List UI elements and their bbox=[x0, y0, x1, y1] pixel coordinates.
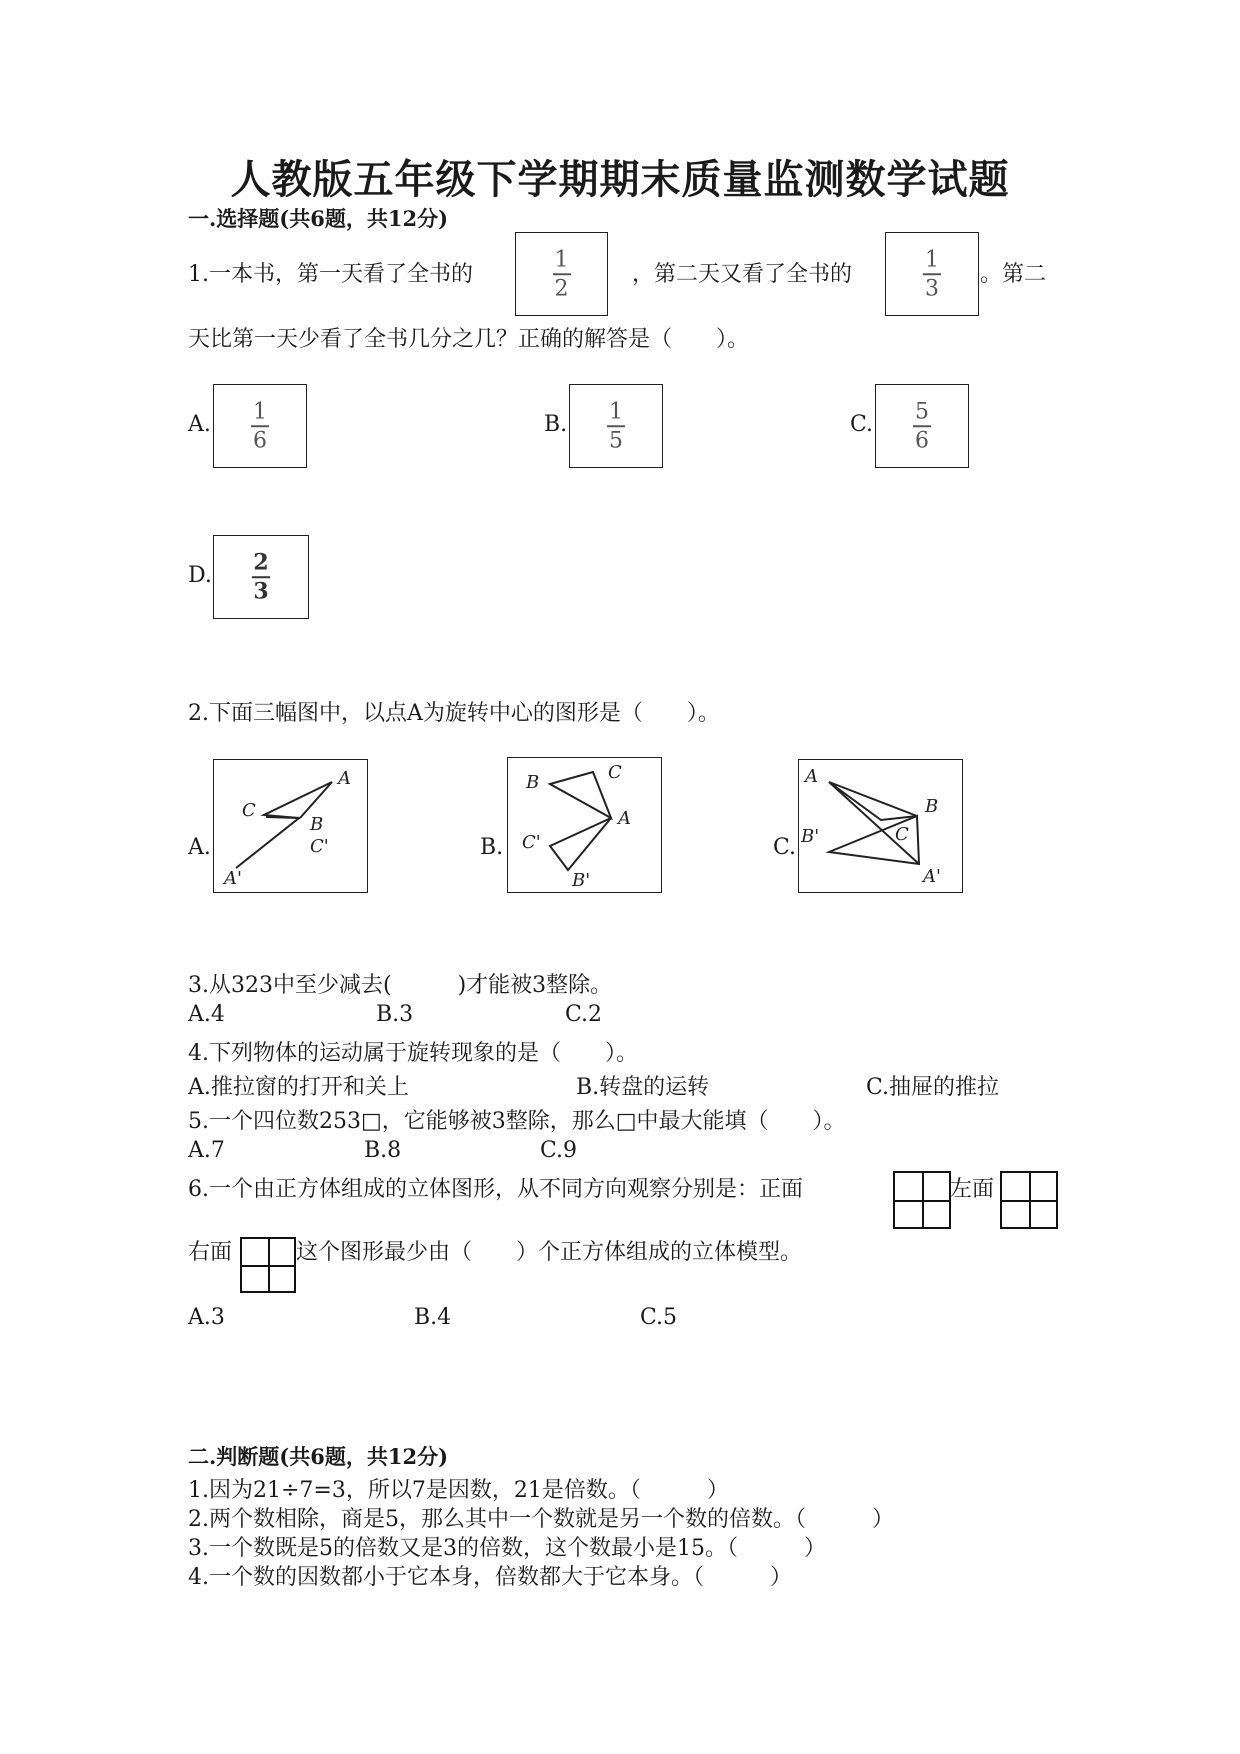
q1-option-d-fraction[interactable]: 2 3 bbox=[213, 535, 309, 619]
q6-option-b[interactable]: B.4 bbox=[414, 1305, 452, 1330]
q5-option-b[interactable]: B.8 bbox=[364, 1138, 402, 1163]
q2-option-c-label[interactable]: C. bbox=[773, 835, 797, 860]
q2a-point-c-prime: C' bbox=[310, 836, 329, 857]
q1-option-c-label[interactable]: C. bbox=[850, 412, 874, 437]
q6-option-c[interactable]: C.5 bbox=[640, 1305, 678, 1330]
q1-text-part1: 1.一本书，第一天看了全书的 bbox=[188, 262, 473, 287]
judgment-item-4: 4.一个数的因数都小于它本身，倍数都大于它本身。（ ） bbox=[188, 1565, 792, 1590]
q2-text: 2.下面三幅图中，以点A为旋转中心的图形是（ ）。 bbox=[188, 701, 720, 726]
q2-option-b-figure[interactable] bbox=[507, 757, 662, 893]
q4-option-a[interactable]: A.推拉窗的打开和关上 bbox=[188, 1075, 409, 1100]
q2c-point-c: C bbox=[895, 824, 909, 845]
q1-fraction-1-3: 1 3 bbox=[885, 232, 979, 316]
q2a-point-c: C bbox=[242, 800, 256, 821]
q2a-point-a-prime: A' bbox=[224, 868, 242, 889]
q4-option-c[interactable]: C.抽屉的推拉 bbox=[866, 1075, 1000, 1100]
q1-fraction-1-2: 1 2 bbox=[515, 232, 608, 316]
q1-option-b-fraction[interactable]: 1 5 bbox=[569, 384, 663, 468]
q2-option-c-figure[interactable] bbox=[798, 759, 963, 893]
q3-text: 3.从323中至少减去( )才能被3整除。 bbox=[188, 973, 613, 998]
q2a-point-b: B bbox=[310, 814, 324, 835]
q4-option-b[interactable]: B.转盘的运转 bbox=[576, 1075, 710, 1100]
q2a-point-a: A bbox=[338, 768, 351, 789]
q4-text: 4.下列物体的运动属于旋转现象的是（ ）。 bbox=[188, 1041, 638, 1066]
q2b-point-b-prime: B' bbox=[572, 870, 591, 891]
q6-left-view-icon bbox=[1000, 1171, 1058, 1229]
judgment-item-2: 2.两个数相除，商是5，那么其中一个数就是另一个数的倍数。（ ） bbox=[188, 1507, 894, 1532]
q5-text: 5.一个四位数253□，它能够被3整除，那么□中最大能填（ ）。 bbox=[188, 1109, 846, 1134]
q2c-point-a-prime: A' bbox=[923, 866, 941, 887]
q2-option-b-label[interactable]: B. bbox=[480, 835, 504, 860]
q1-option-a-label[interactable]: A. bbox=[188, 412, 211, 437]
judgment-item-3: 3.一个数既是5的倍数又是3的倍数，这个数最小是15。（ ） bbox=[188, 1536, 826, 1561]
q2b-point-a: A bbox=[618, 808, 631, 829]
q2-option-a-label[interactable]: A. bbox=[188, 835, 211, 860]
q1-text-part3: 。第二 bbox=[980, 262, 1047, 287]
section-heading-judgment: 二.判断题(共6题，共12分) bbox=[188, 1444, 449, 1469]
q3-option-b[interactable]: B.3 bbox=[376, 1002, 414, 1027]
q2b-point-c: C bbox=[608, 762, 622, 783]
q6-text-part3: 右面 bbox=[188, 1240, 233, 1265]
q1-option-c-fraction[interactable]: 5 6 bbox=[875, 384, 969, 468]
q1-option-b-label[interactable]: B. bbox=[544, 412, 568, 437]
q2b-point-b: B bbox=[526, 772, 540, 793]
q6-front-view-icon bbox=[893, 1171, 951, 1229]
q3-option-c[interactable]: C.2 bbox=[565, 1002, 603, 1027]
q1-option-a-fraction[interactable]: 1 6 bbox=[213, 384, 307, 468]
judgment-item-1: 1.因为21÷7=3，所以7是因数，21是倍数。（ ） bbox=[188, 1478, 729, 1503]
q1-option-d-label[interactable]: D. bbox=[188, 563, 212, 588]
q1-text-part2: ，第二天又看了全书的 bbox=[632, 262, 853, 287]
q5-option-c[interactable]: C.9 bbox=[540, 1138, 578, 1163]
q2c-point-b: B bbox=[925, 796, 939, 817]
q2c-point-a: A bbox=[805, 766, 818, 787]
q2-option-a-figure[interactable] bbox=[213, 759, 368, 893]
q2b-point-c-prime: C' bbox=[522, 832, 541, 853]
q6-right-view-icon bbox=[240, 1237, 296, 1293]
q1-text-line2: 天比第一天少看了全书几分之几？正确的解答是（ ）。 bbox=[188, 327, 750, 352]
q5-option-a[interactable]: A.7 bbox=[188, 1138, 225, 1163]
q6-text-part4: 这个图形最少由（ ）个正方体组成的立体模型。 bbox=[296, 1240, 803, 1265]
q6-text-part2: 左面 bbox=[950, 1177, 995, 1202]
page-title: 人教版五年级下学期期末质量监测数学试题 bbox=[230, 156, 1010, 203]
q6-option-a[interactable]: A.3 bbox=[188, 1305, 225, 1330]
q6-text-part1: 6.一个由正方体组成的立体图形，从不同方向观察分别是：正面 bbox=[188, 1177, 803, 1202]
section-heading-choice: 一.选择题(共6题，共12分) bbox=[188, 206, 449, 231]
q2c-point-b-prime: B' bbox=[801, 826, 820, 847]
q3-option-a[interactable]: A.4 bbox=[188, 1002, 225, 1027]
